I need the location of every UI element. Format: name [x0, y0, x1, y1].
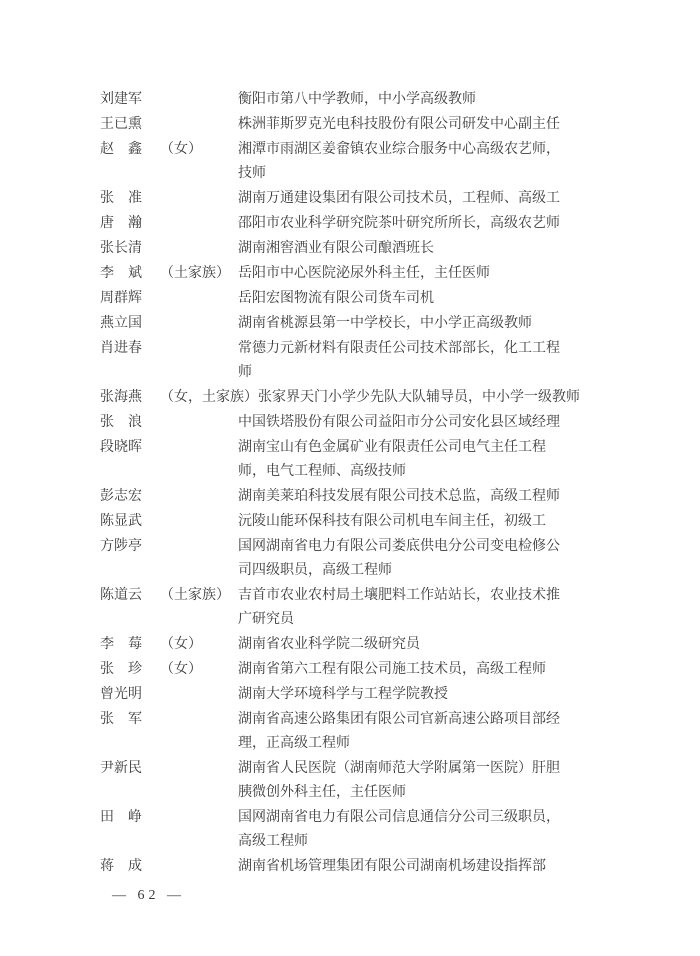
list-item: [100, 535, 612, 583]
person-description: 湖南湘窖酒业有限公司酿酒班长: [238, 241, 434, 256]
person-description: 岳阳市中心医院泌尿外科主任，主任医师: [238, 266, 490, 281]
list-item: [100, 262, 612, 286]
person-name: 陈道云: [100, 588, 142, 603]
list-item: [100, 633, 612, 657]
person-name: 王已熏: [100, 117, 142, 132]
list-item: [100, 806, 612, 854]
person-description: 湖南大学环境科学与工程学院教授: [238, 687, 448, 702]
person-description: 湖南美莱珀科技发展有限公司技术总监，高级工程师: [238, 489, 560, 504]
list-item: [100, 411, 612, 435]
person-name: 周群辉: [100, 291, 142, 306]
person-name: 彭志宏: [100, 489, 142, 504]
person-note: （女）: [160, 637, 202, 652]
person-description: 湖南省农业科学院二级研究员: [238, 637, 420, 652]
list-item: [100, 113, 612, 137]
person-note: （女）: [160, 662, 202, 677]
person-description: 岳阳宏图物流有限公司货车司机: [238, 291, 434, 306]
list-item: [100, 237, 612, 261]
person-name: 赵 鑫: [100, 142, 142, 157]
person-description: 吉首市农业农村局土壤肥料工作站站长，农业技术推广研究员: [238, 588, 560, 627]
person-name: 方陟亭: [100, 539, 142, 554]
person-description: 湖南省第六工程有限公司施工技术员，高级工程师: [238, 662, 546, 677]
person-name: 张 珍: [100, 662, 142, 677]
list-item: [100, 212, 612, 236]
person-description: 湖南省人民医院（湖南师范大学附属第一医院）肝胆胰微创外科主任，主任医师: [238, 761, 560, 800]
person-name: 田 峥: [100, 810, 142, 825]
person-description: 湘潭市雨湖区姜畲镇农业综合服务中心高级农艺师，技师: [238, 142, 560, 181]
entries-list: [100, 88, 612, 880]
person-name: 陈显武: [100, 514, 142, 529]
person-name: 张海燕: [100, 390, 142, 405]
list-item: [100, 485, 612, 509]
person-description: 邵阳市农业科学研究院茶叶研究所所长，高级农艺师: [238, 216, 560, 231]
person-description: 中国铁塔股份有限公司益阳市分公司安化县区域经理: [238, 415, 560, 430]
person-description: 沅陵山能环保科技有限公司机电车间主任，初级工: [238, 514, 546, 529]
person-name: 唐 瀚: [100, 216, 142, 231]
person-name: 肖进春: [100, 341, 142, 356]
list-item: [100, 757, 612, 805]
person-description: 湖南省高速公路集团有限公司官新高速公路项目部经理，正高级工程师: [238, 712, 560, 751]
person-description: 湖南万通建设集团有限公司技术员，工程师、高级工: [238, 191, 560, 206]
person-note: （土家族）: [160, 588, 230, 603]
person-name: 燕立国: [100, 316, 142, 331]
list-item: [100, 88, 612, 112]
person-description: 国网湖南省电力有限公司信息通信分公司三级职员，高级工程师: [238, 810, 560, 849]
list-item: [100, 337, 612, 385]
person-name: 张长清: [100, 241, 142, 256]
list-item: [100, 683, 612, 707]
person-description: 国网湖南省电力有限公司娄底供电分公司变电检修公司四级职员，高级工程师: [238, 539, 560, 578]
list-item: [100, 138, 612, 186]
list-item: [100, 855, 612, 879]
list-item: [100, 436, 612, 484]
list-item: [100, 708, 612, 756]
person-note: （土家族）: [160, 266, 230, 281]
person-description: 株洲菲斯罗克光电科技股份有限公司研发中心副主任: [238, 117, 560, 132]
person-name: 曾光明: [100, 687, 142, 702]
person-description: 张家界天门小学少先队大队辅导员，中小学一级教师: [258, 390, 580, 405]
person-name: 张 准: [100, 191, 142, 206]
person-name: 李 斌: [100, 266, 142, 281]
person-name: 尹新民: [100, 761, 142, 776]
person-description: 湖南省机场管理集团有限公司湖南机场建设指挥部: [238, 859, 546, 874]
person-description: 常德力元新材料有限责任公司技术部部长，化工工程师: [238, 341, 560, 380]
person-name: 蒋 成: [100, 859, 142, 874]
list-item: [100, 658, 612, 682]
person-description: 湖南省桃源县第一中学校长，中小学正高级教师: [238, 316, 532, 331]
page-number: — 62 —: [112, 888, 185, 903]
person-note: （女）: [160, 142, 202, 157]
list-item: [100, 584, 612, 632]
person-name: 李 莓: [100, 637, 142, 652]
person-name: 段晓晖: [100, 440, 142, 455]
person-name: 刘建军: [100, 92, 142, 107]
person-name: 张 浪: [100, 415, 142, 430]
person-description: 湖南宝山有色金属矿业有限责任公司电气主任工程师，电气工程师、高级技师: [238, 440, 546, 479]
person-name: 张 军: [100, 712, 142, 727]
list-item: [100, 510, 612, 534]
list-item: [100, 187, 612, 211]
person-note: （女，土家族）: [160, 390, 258, 405]
list-item: [100, 312, 612, 336]
list-item: [100, 386, 612, 410]
person-description: 衡阳市第八中学教师，中小学高级教师: [238, 92, 476, 107]
list-item: [100, 287, 612, 311]
